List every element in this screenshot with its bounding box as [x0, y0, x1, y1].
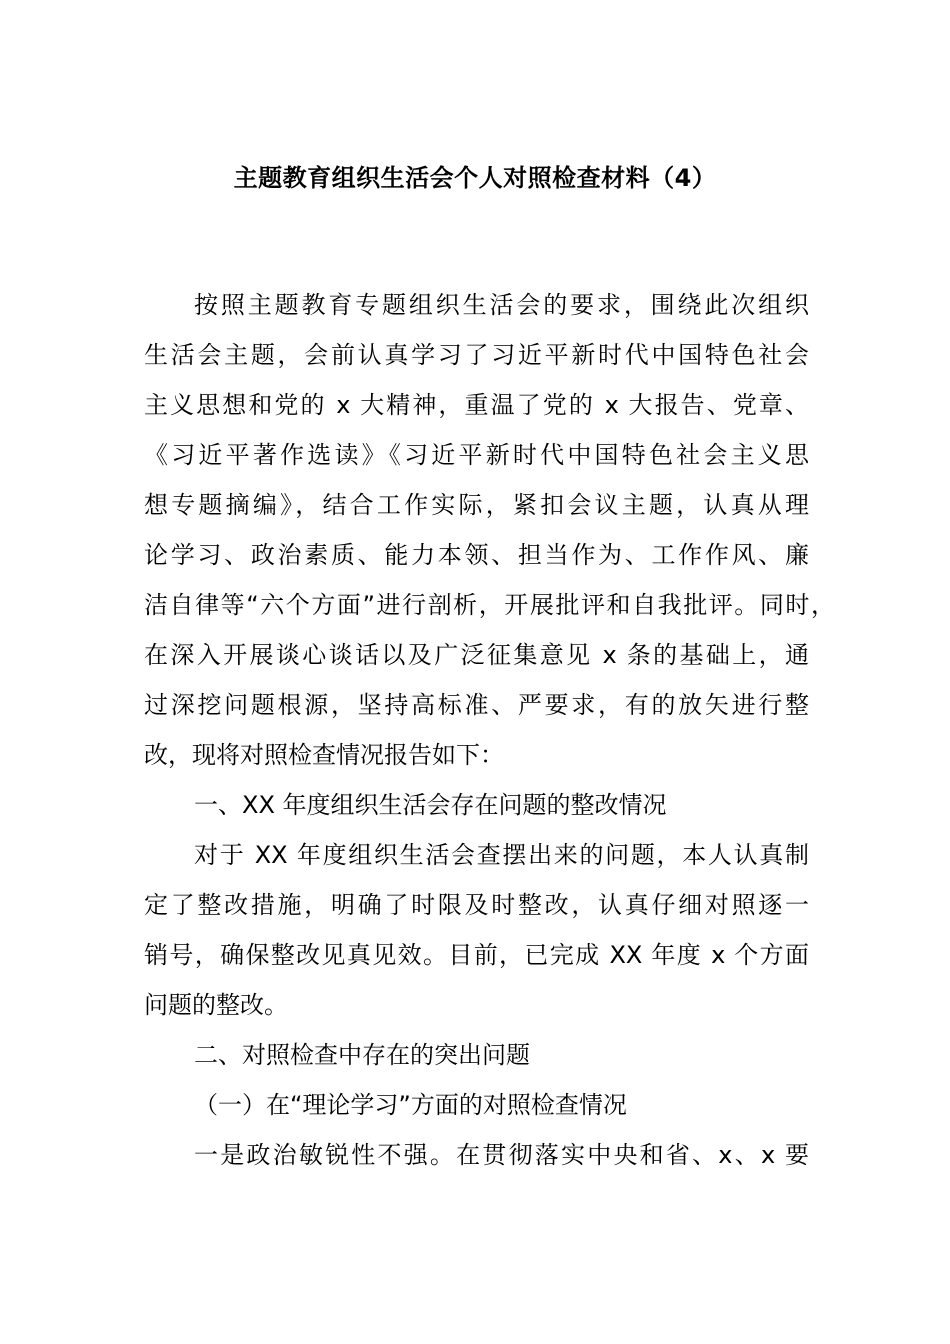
paragraph-line: 生活会主题，会前认真学习了习近平新时代中国特色社会	[144, 341, 809, 369]
section-heading: 一、XX 年度组织生活会存在问题的整改情况	[194, 791, 667, 819]
subsection-heading: （一）在“理论学习”方面的对照检查情况	[194, 1091, 627, 1119]
paragraph-line: 《习近平著作选读》《习近平新时代中国特色社会主义思	[144, 441, 809, 469]
paragraph-line: 洁自律等“六个方面”进行剖析，开展批评和自我批评。同时，	[144, 591, 835, 619]
document-body	[144, 280, 835, 1180]
section-heading: 二、对照检查中存在的突出问题	[194, 1041, 530, 1069]
paragraph-line: 问题的整改。	[144, 991, 288, 1019]
paragraph-line: 销号，确保整改见真见效。目前，已完成 XX 年度 x 个方面	[144, 941, 809, 969]
paragraph-line: 在深入开展谈心谈话以及广泛征集意见 x 条的基础上，通	[144, 641, 809, 669]
paragraph-line: 按照主题教育专题组织生活会的要求，围绕此次组织	[194, 291, 809, 319]
paragraph-line: 想专题摘编》，结合工作实际，紧扣会议主题，认真从理	[144, 491, 809, 519]
paragraph-line: 过深挖问题根源，坚持高标准、严要求，有的放矢进行整	[144, 691, 809, 719]
paragraph-line: 论学习、政治素质、能力本领、担当作为、工作作风、廉	[144, 541, 809, 569]
paragraph-line: 定了整改措施，明确了时限及时整改，认真仔细对照逐一	[144, 891, 809, 919]
document-title: 主题教育组织生活会个人对照检查材料（4）	[233, 164, 717, 192]
paragraph-line: 主义思想和党的 x 大精神，重温了党的 x 大报告、党章、	[144, 391, 809, 419]
paragraph-line: 改，现将对照检查情况报告如下：	[144, 741, 504, 769]
paragraph-line: 对于 XX 年度组织生活会查摆出来的问题，本人认真制	[194, 841, 809, 869]
paragraph-line: 一是政治敏锐性不强。在贯彻落实中央和省、x、x 要	[194, 1141, 809, 1169]
